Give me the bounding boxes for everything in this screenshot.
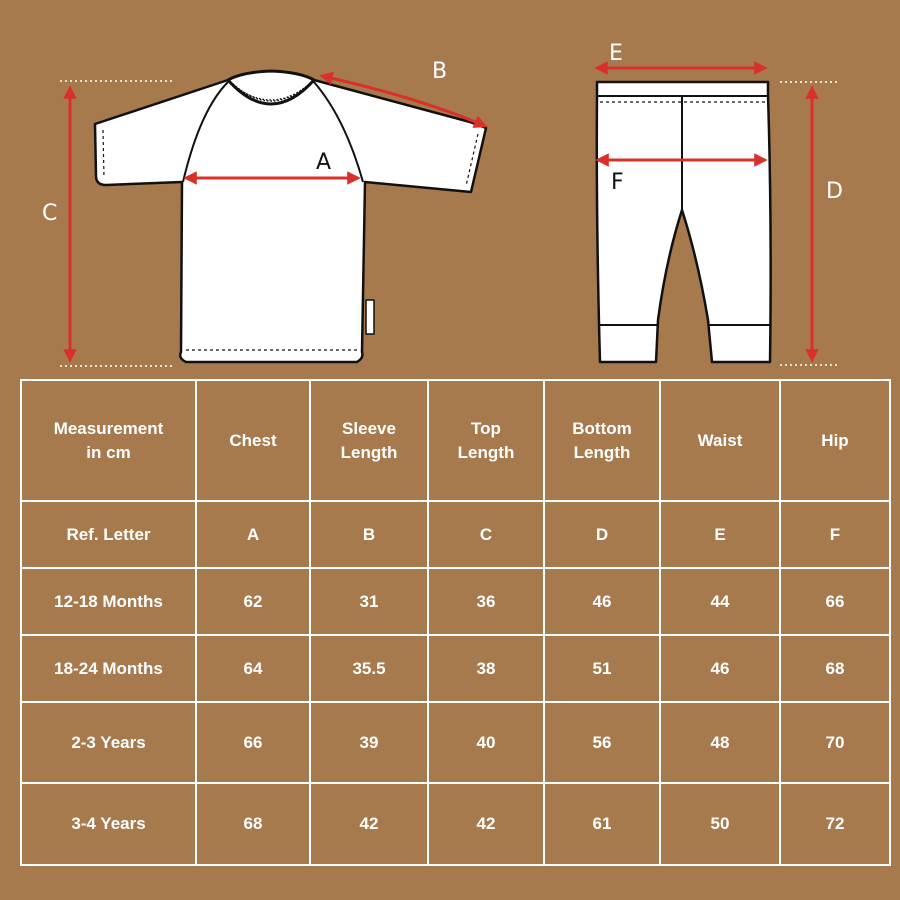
row-label: 18-24 Months xyxy=(21,635,196,702)
table-cell: 66 xyxy=(780,568,890,635)
table-cell: 72 xyxy=(780,783,890,865)
table-cell: 62 xyxy=(196,568,310,635)
table-cell: 68 xyxy=(780,635,890,702)
table-cell: E xyxy=(660,501,780,568)
row-label: Ref. Letter xyxy=(21,501,196,568)
table-cell: 39 xyxy=(310,702,428,783)
row-label: 2-3 Years xyxy=(21,702,196,783)
table-cell: C xyxy=(428,501,544,568)
header-chest: Chest xyxy=(196,380,310,501)
table-cell: 56 xyxy=(544,702,660,783)
pants-drawing xyxy=(597,82,771,362)
header-sleeve-length: Sleeve Length xyxy=(310,380,428,501)
table-cell: 44 xyxy=(660,568,780,635)
label-e: E xyxy=(609,41,623,66)
table-cell: 35.5 xyxy=(310,635,428,702)
table-cell: B xyxy=(310,501,428,568)
table-cell: 48 xyxy=(660,702,780,783)
header-waist: Waist xyxy=(660,380,780,501)
table-row-2-3-years xyxy=(21,702,890,783)
label-d: D xyxy=(826,179,843,204)
header-hip: Hip xyxy=(780,380,890,501)
header-measurement: Measurement in cm xyxy=(21,380,196,501)
table-cell: 46 xyxy=(660,635,780,702)
table-cell: A xyxy=(196,501,310,568)
table-cell: 31 xyxy=(310,568,428,635)
label-b: B xyxy=(432,59,448,84)
table-cell: F xyxy=(780,501,890,568)
table-cell: 64 xyxy=(196,635,310,702)
label-a: A xyxy=(316,150,332,175)
tshirt-drawing xyxy=(95,71,486,362)
label-f: F xyxy=(611,170,624,195)
table-row-18-24-months xyxy=(21,635,890,702)
header-bottom-length: Bottom Length xyxy=(544,380,660,501)
table-cell: 68 xyxy=(196,783,310,865)
label-c: C xyxy=(42,201,58,226)
table-row-ref-letter xyxy=(21,501,890,568)
table-cell: 46 xyxy=(544,568,660,635)
row-label: 3-4 Years xyxy=(21,783,196,865)
table-cell: 36 xyxy=(428,568,544,635)
table-cell: 50 xyxy=(660,783,780,865)
table-cell: 61 xyxy=(544,783,660,865)
table-row-12-18-months xyxy=(21,568,890,635)
row-label: 12-18 Months xyxy=(21,568,196,635)
header-row xyxy=(21,380,890,501)
size-chart-table xyxy=(20,379,891,866)
table-cell: 51 xyxy=(544,635,660,702)
table-row-3-4-years xyxy=(21,783,890,865)
table-cell: 42 xyxy=(310,783,428,865)
table-cell: 38 xyxy=(428,635,544,702)
header-top-length: Top Length xyxy=(428,380,544,501)
garment-diagram xyxy=(0,0,900,380)
table-cell: D xyxy=(544,501,660,568)
table-cell: 70 xyxy=(780,702,890,783)
table-cell: 40 xyxy=(428,702,544,783)
table-cell: 66 xyxy=(196,702,310,783)
table-cell: 42 xyxy=(428,783,544,865)
